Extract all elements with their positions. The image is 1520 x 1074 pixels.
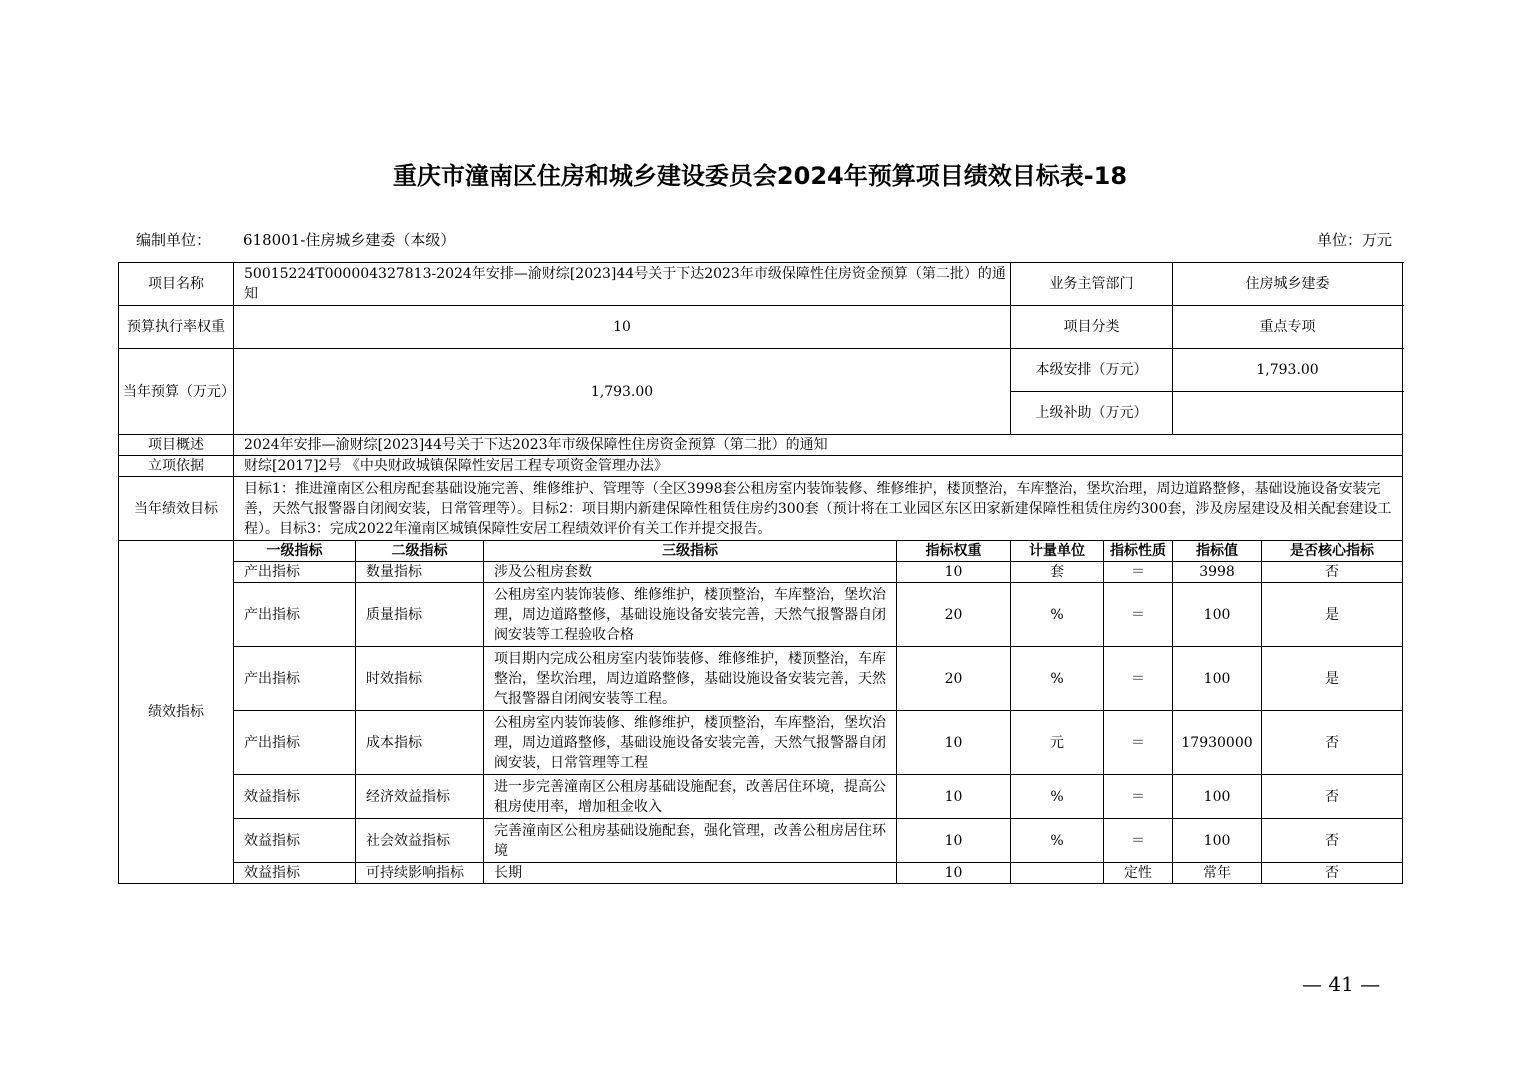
indicator-unit: % [1011,819,1104,863]
basis-value: 财综[2017]2号 《中央财政城镇保障性安居工程专项资金管理办法》 [234,456,1403,477]
indicator-level1: 产出指标 [234,647,356,711]
header-unit: 计量单位 [1011,541,1104,562]
basis-label: 立项依据 [119,456,234,477]
indicator-nature: ＝ [1104,562,1173,583]
indicator-level1: 效益指标 [234,863,356,884]
indicator-weight: 20 [897,647,1011,711]
indicator-nature: ＝ [1104,647,1173,711]
indicator-row [119,583,1403,647]
indicator-level1: 产出指标 [234,711,356,775]
indicator-level3: 长期 [484,863,897,884]
unit-value: 618001-住房城乡建委（本级） [243,231,456,249]
indicator-level3: 涉及公租房套数 [484,562,897,583]
indicator-level3: 公租房室内装饰装修、维修维护，楼顶整治，车库整治，堡坎治理，周边道路整修，基础设施设备安装完善，天然气报警器自闭阀安装，日常管理等工程 [484,711,897,775]
indicator-value: 100 [1173,647,1262,711]
header-core: 是否核心指标 [1262,541,1403,562]
indicator-row [119,711,1403,775]
class-value: 重点专项 [1173,306,1403,349]
indicator-value: 100 [1173,583,1262,647]
indicator-weight: 10 [897,863,1011,884]
indicator-level3: 进一步完善潼南区公租房基础设施配套，改善居住环境，提高公租房使用率，增加租金收入 [484,775,897,819]
page-title: 重庆市潼南区住房和城乡建设委员会2024年预算项目绩效目标表-18 [392,162,1128,190]
indicator-level2: 可持续影响指标 [356,863,484,884]
upper-label: 上级补助（万元） [1011,392,1173,435]
indicator-nature: ＝ [1104,775,1173,819]
rate-label: 预算执行率权重 [119,306,234,349]
upper-value [1173,392,1403,435]
rate-value: 10 [234,306,1011,349]
indicator-row [119,647,1403,711]
indicator-core: 否 [1262,819,1403,863]
indicator-nature: ＝ [1104,583,1173,647]
indicator-weight: 10 [897,819,1011,863]
project-name-label: 项目名称 [119,263,234,306]
indicator-level1: 效益指标 [234,819,356,863]
indicator-row [119,562,1403,583]
indicator-level3: 项目期内完成公租房室内装饰装修、维修维护，楼顶整治，车库整治，堡坎治理，周边道路整修，基础设施设备安装完善，天然气报警器自闭阀安装等工程。 [484,647,897,711]
project-name-value: 50015224T000004327813-2024年安排—渝财综[2023]44号关于下达2023年市级保障性住房资金预算（第二批）的通知 [234,263,1011,306]
indicator-value: 3998 [1173,562,1262,583]
indicator-level2: 经济效益指标 [356,775,484,819]
goal-label: 当年绩效目标 [119,477,234,541]
indicator-row [119,775,1403,819]
indicator-value: 100 [1173,819,1262,863]
dept-value: 住房城乡建委 [1173,263,1403,306]
indicator-core: 是 [1262,583,1403,647]
indicator-level1: 产出指标 [234,583,356,647]
indicator-weight: 10 [897,711,1011,775]
indicator-weight: 10 [897,562,1011,583]
indicator-core: 否 [1262,562,1403,583]
indicator-nature: 定性 [1104,863,1173,884]
header-level1: 一级指标 [234,541,356,562]
unit-label: 编制单位： [136,231,212,249]
indicator-nature: ＝ [1104,819,1173,863]
header-weight: 指标权重 [897,541,1011,562]
indicator-core: 否 [1262,863,1403,884]
indicator-unit: 套 [1011,562,1104,583]
performance-table [118,262,1403,884]
indicator-value: 常年 [1173,863,1262,884]
indicator-core: 否 [1262,775,1403,819]
header-nature: 指标性质 [1104,541,1173,562]
indicator-unit: % [1011,583,1104,647]
indicator-level2: 数量指标 [356,562,484,583]
indicator-level2: 时效指标 [356,647,484,711]
indicator-unit: 元 [1011,711,1104,775]
header-value: 指标值 [1173,541,1262,562]
page-number: — 41 — [1302,972,1381,996]
indicator-row [119,819,1403,863]
indicators-section-label: 绩效指标 [119,541,234,884]
indicator-unit: % [1011,775,1104,819]
indicator-weight: 20 [897,583,1011,647]
indicator-unit [1011,863,1104,884]
indicator-unit: % [1011,647,1104,711]
header-level2: 二级指标 [356,541,484,562]
budget-value: 1,793.00 [234,349,1011,435]
class-label: 项目分类 [1011,306,1173,349]
indicator-value: 17930000 [1173,711,1262,775]
indicator-value: 100 [1173,775,1262,819]
indicator-level3: 公租房室内装饰装修、维修维护，楼顶整治，车库整治，堡坎治理，周边道路整修，基础设施设备安装完善，天然气报警器自闭阀安装等工程验收合格 [484,583,897,647]
summary-value: 2024年安排—渝财综[2023]44号关于下达2023年市级保障性住房资金预算（第二批）的通知 [234,435,1403,456]
local-value: 1,793.00 [1173,349,1403,392]
indicator-row [119,863,1403,884]
local-label: 本级安排（万元） [1011,349,1173,392]
indicator-level1: 效益指标 [234,775,356,819]
budget-label: 当年预算（万元） [119,349,234,435]
goal-value: 目标1：推进潼南区公租房配套基础设施完善、维修维护、管理等（全区3998套公租房室内装饰装修、维修维护，楼顶整治，车库整治，堡坎治理，周边道路整修，基础设施设备安装完善，天然气报警器自闭阀安装，日常管理等）。目标2：项目期内新建保障性租赁住房约300套（预计将在工业园区东区田家新建保障性租赁住房约300套，涉及房屋建设及相关配套建设工程）。目标3：完成2022年潼南区城镇保障性安居工程绩效评价有关工作并提交报告。 [234,477,1403,541]
indicator-core: 是 [1262,647,1403,711]
indicator-nature: ＝ [1104,711,1173,775]
indicator-level2: 成本指标 [356,711,484,775]
currency-label: 单位：万元 [1316,231,1392,249]
header-level3: 三级指标 [484,541,897,562]
indicator-level1: 产出指标 [234,562,356,583]
summary-label: 项目概述 [119,435,234,456]
indicator-weight: 10 [897,775,1011,819]
indicator-level2: 质量指标 [356,583,484,647]
dept-label: 业务主管部门 [1011,263,1173,306]
indicator-level2: 社会效益指标 [356,819,484,863]
indicator-level3: 完善潼南区公租房基础设施配套，强化管理，改善公租房居住环境 [484,819,897,863]
indicator-core: 否 [1262,711,1403,775]
